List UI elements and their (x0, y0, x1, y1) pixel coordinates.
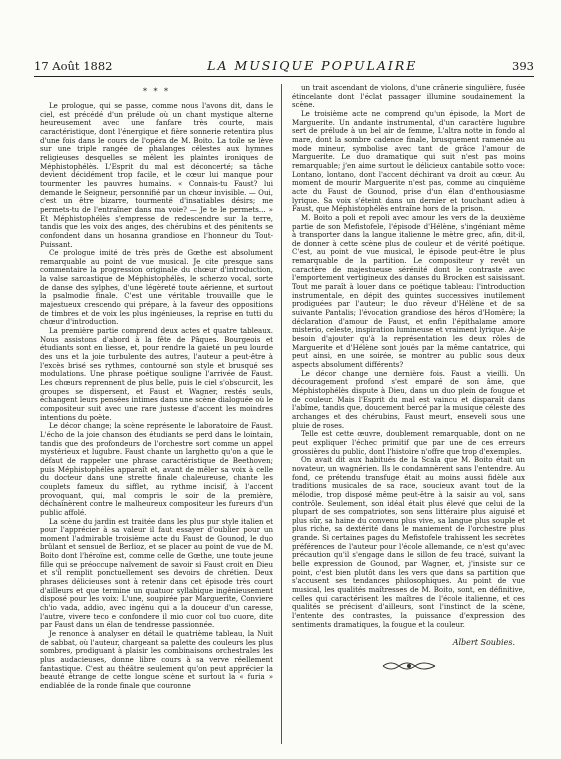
paragraph: La première partie comprend deux actes et quatre tableaux. Nous assistons d'abord à la fête de Pâques. Bourgeois et étudiants sont en liesse, et, pour rendre la gaieté un peu lourde des uns et la joie turbulente des autres, l'auteur a peut-être à l'excès brisé ses rythmes, contourné son style et brusqué ses modulations. Une phrase poétique souligne l'arrivée de Faust. Les chœurs reprennent de plus belle, puis le ciel s'obscurcit, les groupes se dispersent, et Faust et Wagner, restés seuls, échangent leurs pensées intimes dans une scène dialoguée où le compositeur suit avec une rare justesse d'accent les moindres intentions du poète. (40, 326, 273, 422)
paragraph: Le décor change une dernière fois. Faust a vieilli. Un découragement profond s'est emparé de son âme, que Méphistophélès dispute à Dieu, dans un duo plein de fougue et de couleur. Mais l'Esprit du mal est vaincu et disparaît dans l'abîme, tandis que, doucement bercé par la musique céleste des archanges et des chérubins, Faust meurt, enseveli sous une pluie de roses. (292, 368, 525, 430)
left-column (40, 84, 273, 746)
paragraph: Telle est cette œuvre, doublement remarquable, dont on ne peut expliquer l'échec primitif que par une de ces erreurs grossières du public, dont l'histoire n'offre que trop d'exemples. (292, 429, 525, 456)
header-page-number: 393 (512, 59, 534, 73)
paragraph: Ce prologue imité de très près de Gœthe est absolument remarquable au point de vue musical. Je cite presque sans commentaire la progression originale du chœur d'introduction, la valse sarcastique de Méphistophélès, le scherzo vocal, sorte de danse des sylphes, d'une légèreté toute aérienne, et surtout la psalmodie finale. C'est une véritable trouvaille que le majestueux crescendo qui prépare, à la faveur des oppositions de timbres et de voix les plus ingénieuses, la reprise en tutti du chœur d'introduction. (40, 248, 273, 327)
author-signature: Albert Soubies. (452, 638, 515, 648)
paragraph: Le prologue, qui se passe, comme nous l'avons dit, dans le ciel, est précédé d'un prélude où un chant mystique alterne heureusement avec une fanfare très courte, mais caractéristique, dont l'énergique et fière sonnerie retentira plus d'une fois dans le cours de l'opéra de M. Boito. La toile se lève sur une triple rangée de phalanges célestes aux hymnes religieuses desquelles se mêlent les plaintes ironiques de Méphistophélès. L'Esprit du mal est déconcerté; sa tâche devient décidément trop facile, et le cœur lui manque pour tourmenter les pauvres humains. « Connais-tu Faust? lui demande le Seigneur, personnifié par un chœur invisible. — Oui, c'est un être bizarre, tourmenté d'insatiables désirs; me permets-tu de l'entraîner dans ma voie? — Je te le permets... » Et Méphistophélès s'empresse de redescendre sur la terre, tandis que les voix des anges, des chérubins et des pénitents se confondent dans un hosanna grandiose en l'honneur du Tout-Puissant. (40, 101, 273, 249)
page-header (34, 58, 534, 74)
paragraph: Je renonce à analyser en détail le quatrième tableau, la Nuit de sabbat, où l'auteur, chargeant sa palette des couleurs les plus sombres, prodiguant à plaisir les combinaisons orchestrales les plus audacieuses, donne libre cours à sa verve réellement fantastique. C'est au théâtre seulement qu'on peut apprécier la beauté étrange de cette longue scène et surtout la « furia » endiablée de la ronde finale que couronne (40, 629, 273, 690)
header-date: 17 Août 1882 (34, 59, 113, 73)
paragraph: La scène du jardin est traitée dans les plus pur style italien et pour l'apprécier à sa valeur il faut essayer d'oublier pour un moment l'admirable troisième acte du Faust de Gounod, le duo brûlant et sensuel de Berlioz, et se placer au point de vue de M. Boito dont l'héroïne est, comme celle de Gœthe, une toute jeune fille qui se préoccupe naïvement de savoir si Faust croit en Dieu et s'il remplit ponctuellement ses devoirs de chrétien. Deux phrases délicieuses sont à retenir dans cet épisode très court d'ailleurs et que termine un quatuor syllabique ingénieusement disposé pour les voix: L'une, soupirée par Marguerite, Conviere ch'io vada, addio, avec ingénu qui a la douceur d'un caresse, l'autre, vivere teco e confondere il mio cuor col tuo cuore, dite par Faust dans un élan de tendresse passionnée. (40, 516, 273, 630)
right-column (292, 84, 525, 746)
column-divider (281, 84, 282, 744)
paragraph: M. Boito a poli et repoli avec amour les vers de la deuxième partie de son Mefistofele, l'épisode d'Hélène, s'ingéniant même à transporter dans la langue italienne le mètre grec, afin, dit-il, de donner à cette scène plus de couleur et de vérité poétique. C'est, au point de vue musical, le épisode peut-être le plus remarquable de la partition. Le compositeur y revêt un caractère de majestueuse sérénité dont le contraste avec l'emportement vertigineux des danses du Brocken est saisissant. Tout me paraît à louer dans ce poétique tableau: l'introduction instrumentale, en dépit des quintes successives inutilement prodiguées par l'auteur; le duo rêveur d'Hélène et de sa suivante Pantalis; l'évocation grandiose des héros d'Homère; la déclaration d'amour de Faust, et enfin l'épithalame amore misterio, celeste, inspiration lumineuse et vraiment lyrique. Ai-je besoin d'ajouter qu'à la représentation les deux rôles de Marguerite et d'Hélène sont joués par la même cantatrice, qui peut ainsi, en une soirée, se montrer au public sous deux aspects absolument différents? (292, 212, 525, 369)
paragraph: Le troisième acte ne comprend qu'un épisode, la Mort de Marguerite. Un andante instrumental, d'un caractère lugubre sert de prélude à un bel air de femme, L'altra notte in fondo al mare, dont la sombre cadence finale, brusquement ramenée au mode mineur, symbolise avec tant de grâce l'amour de Marguerite. Le duo dramatique qui suit n'est pas moins remarquable; j'en aime surtout le délicieux cantabile sotto voce: Lontano, lontano, dont l'accent déchirant va droit au cœur. Au moment de mourir Marguerite n'est pas, comme au cinquième acte du Faust de Gounod, prise d'un élan d'enthousiasme lyrique. Sa voix s'éteint dans un dernier et touchant adieu à Faust, que Méphistophélès entraîne hors de la prison. (292, 108, 525, 214)
paragraph: un trait ascendant de violons, d'une crânerie singulière, fusée étincelante dont l'éclat passager illumine soudainement la scène. (292, 84, 525, 110)
paragraph: On avait dit aux habitués de la Scala que M. Boito était un novateur, un wagnérien. Ils le condamnèrent sans l'entendre. Au fond, ce prétendu transfuge était au moins aussi fidèle aux traditions musicales de sa race, soucieux avant tout de la mélodie, trop disposé même peut-être à la saisir au vol, sans contrôle. Seulement, son idéal était plus élevé que celui de la plupart de ses compatriotes, son sens littéraire plus aiguisé et plus sûr, sa haine du convenu plus vive, sa langue plus souple et plus riche, sa dextérité dans le maniement de l'orchestre plus grande. Si certaines pages du Mefistofele trahissent les secrètes préférences de l'auteur pour l'école allemande, ce n'est qu'avec précaution qu'il s'engage dans le sillon de feu tracé, suivant la belle expression de Gounod, par Wagner, et, j'insiste sur ce point, c'est bien plutôt dans les vers que dans sa partition que s'accusent ses tendances philosophiques. Au point de vue musical, les qualités maîtresses de M. Boito, sont, en définitive, celles qui caractérisent les maîtres de l'école italienne, et ces qualités se précisent d'ailleurs, sont l'instinct de la scène, l'entente des contrastes, la puissance d'expression des sentiments dramatiques, la fougue et la couleur. (292, 455, 525, 629)
decorative-ornament-icon (381, 660, 437, 672)
header-rule (34, 76, 534, 77)
header-title: LA MUSIQUE POPULAIRE (207, 58, 418, 73)
section-stars: * * * (142, 87, 171, 96)
paragraph: Le décor change; la scène représente le laboratoire de Faust. L'écho de la joie chanson des étudiants se perd dans le lointain, tandis que des profondeurs de l'orchestre sort comme un appel mystérieux et lugubre. Faust chante un larghetto qu'on a que le défaut de rappeler une phrase caractéristique de Beethoven; puis Méphistophélès apparaît et, avant de mêler sa voix à celle du docteur dans une strette finale chaleureuse, chante les couplets fameux du sifflet, au rythme incisif, à l'accent provoquant, qui, mal compris le soir de la première, déchaînèrent contre le malheureux compositeur les fureurs d'un public affolé. (40, 421, 273, 517)
